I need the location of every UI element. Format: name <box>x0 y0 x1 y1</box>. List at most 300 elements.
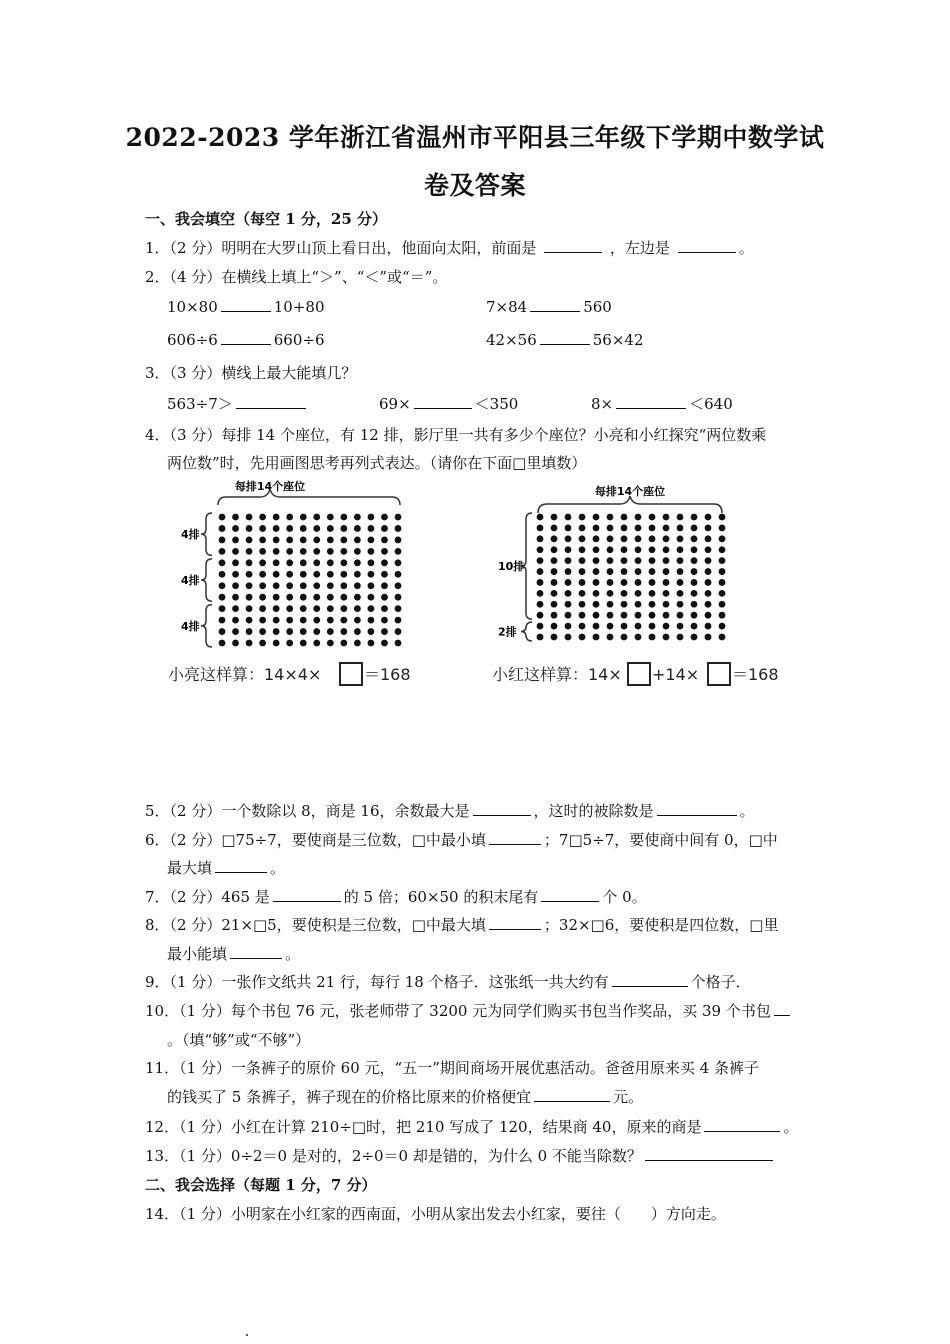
seat-dot <box>286 582 293 589</box>
seat-dot <box>300 594 307 601</box>
seat-dot <box>649 579 656 586</box>
seat-dot <box>327 571 334 578</box>
seat-dot <box>286 548 293 555</box>
seat-dot <box>246 605 253 612</box>
q3-item-b: 69× ＜350 <box>379 395 519 413</box>
q1-text-b: ，左边是 <box>609 239 670 257</box>
seat-dot <box>232 525 239 532</box>
question-9: 9．（1 分）一张作文纸共 21 行，每行 18 个格子．这张纸一共大约有 个格子． <box>145 973 751 991</box>
q6-blank-1[interactable] <box>489 830 541 845</box>
seat-dot <box>395 617 402 624</box>
seat-dot <box>593 525 600 532</box>
q1-blank-2[interactable] <box>678 238 736 253</box>
row-brace <box>521 622 532 641</box>
seat-dot <box>649 568 656 575</box>
seat-dot <box>246 582 253 589</box>
seat-dot <box>663 525 670 532</box>
seat-dot <box>621 525 628 532</box>
section-1-heading: 一、我会填空（每空 1 分，25 分） <box>145 210 387 228</box>
seat-dot <box>340 548 347 555</box>
seat-dot <box>691 579 698 586</box>
seat-dot <box>593 601 600 608</box>
seat-dot <box>649 514 656 521</box>
seat-dot <box>579 535 586 542</box>
seat-dot <box>259 525 266 532</box>
seat-dot <box>565 535 572 542</box>
seat-dot <box>551 568 558 575</box>
seat-dot <box>300 617 307 624</box>
right-calc-text-b: +14× <box>652 665 700 684</box>
right-calc-box-2[interactable] <box>708 663 730 685</box>
q12-blank[interactable] <box>704 1117 780 1132</box>
seat-dot <box>219 605 226 612</box>
seat-dot <box>593 546 600 553</box>
seat-dot <box>649 535 656 542</box>
seat-dot <box>607 612 614 619</box>
right-row-braces <box>498 513 532 641</box>
seat-dot <box>273 628 280 635</box>
seat-dot <box>232 514 239 521</box>
question-4-line-1: 4．（3 分）每排 14 个座位，有 12 排，影厅里一共有多少个座位？小亮和小红探究“两位数乘 <box>145 426 767 444</box>
q2-blank-1[interactable] <box>221 297 271 312</box>
question-6-line-1: 6．（2 分）□75÷7，要使商是三位数，□中最小填 ；7□5÷7，要使商中间有 0，□中 <box>145 831 778 849</box>
seat-dot <box>719 623 726 630</box>
seat-dot <box>691 535 698 542</box>
seat-dot <box>381 514 388 521</box>
q8-blank-1[interactable] <box>489 915 541 930</box>
q3-blank-a[interactable] <box>236 394 306 409</box>
row-brace <box>201 559 212 601</box>
question-10-line-2: 。（填“够”或“不够”） <box>167 1031 311 1049</box>
question-5: 5．（2 分）一个数除以 8，商是 16，余数最大是 ，这时的被除数是 。 <box>145 802 755 820</box>
seat-dot <box>537 525 544 532</box>
seat-dot <box>677 590 684 597</box>
seat-dot <box>593 590 600 597</box>
q3-item-a: 563÷7＞ <box>167 393 309 414</box>
seat-dot <box>705 525 712 532</box>
seat-dot <box>537 590 544 597</box>
seat-dot <box>663 612 670 619</box>
seat-dot <box>340 594 347 601</box>
seat-dot <box>705 514 712 521</box>
seat-dot <box>649 590 656 597</box>
seat-dot <box>395 640 402 647</box>
seat-dot <box>259 537 266 544</box>
seat-dot <box>663 535 670 542</box>
q8-blank-2[interactable] <box>230 944 282 959</box>
seat-dot <box>691 634 698 641</box>
seat-dot <box>368 559 375 566</box>
right-calc-box-1[interactable] <box>628 663 650 685</box>
seat-dot <box>635 535 642 542</box>
seat-dot <box>368 582 375 589</box>
q1-blank-1[interactable] <box>544 238 602 253</box>
seat-dot <box>649 634 656 641</box>
seat-dot <box>327 628 334 635</box>
seat-dot <box>395 628 402 635</box>
seat-dot <box>313 640 320 647</box>
seat-dot <box>719 514 726 521</box>
seat-dot <box>579 612 586 619</box>
seat-dot <box>719 557 726 564</box>
left-calc-box[interactable] <box>340 663 362 685</box>
seat-dot <box>677 612 684 619</box>
seat-dot <box>705 579 712 586</box>
seat-dot <box>286 514 293 521</box>
seat-dot <box>395 582 402 589</box>
seat-dot <box>354 640 361 647</box>
seat-dot <box>705 535 712 542</box>
seat-dot <box>691 557 698 564</box>
seat-dot <box>677 525 684 532</box>
left-calc-text-b: ＝168 <box>364 665 411 684</box>
seat-dot <box>381 548 388 555</box>
seat-dot <box>327 617 334 624</box>
seat-dot <box>368 617 375 624</box>
seat-dot <box>340 605 347 612</box>
seat-dot <box>395 514 402 521</box>
seat-dot <box>607 568 614 575</box>
seat-dot <box>621 590 628 597</box>
seat-dot <box>300 628 307 635</box>
seat-dot <box>537 579 544 586</box>
seat-dot <box>607 601 614 608</box>
seat-dot <box>649 557 656 564</box>
seat-dot <box>579 601 586 608</box>
q6-blank-2[interactable] <box>215 858 267 873</box>
seat-dot <box>368 594 375 601</box>
seat-dot <box>232 594 239 601</box>
q2-blank-2[interactable] <box>530 297 580 312</box>
seat-dot <box>232 537 239 544</box>
seat-dot <box>635 546 642 553</box>
seat-dot <box>635 579 642 586</box>
seat-dot <box>354 594 361 601</box>
seat-dot <box>354 559 361 566</box>
seat-dot <box>607 623 614 630</box>
seat-dot <box>635 514 642 521</box>
seat-dot <box>635 612 642 619</box>
seat-dot <box>395 548 402 555</box>
seat-dot <box>649 546 656 553</box>
seat-dot <box>579 514 586 521</box>
question-7: 7．（2 分）465 是 的 5 倍；60×50 的积末尾有 个 0。 <box>145 888 647 906</box>
seat-dot <box>719 590 726 597</box>
seat-dot <box>537 557 544 564</box>
seat-dot <box>663 557 670 564</box>
seat-dot <box>663 546 670 553</box>
seat-dot <box>232 582 239 589</box>
seat-dot <box>621 568 628 575</box>
seat-dot <box>705 590 712 597</box>
q3-blank-c[interactable] <box>616 394 686 409</box>
seat-dot <box>537 601 544 608</box>
q3-item-c: 8× ＜640 <box>591 395 733 413</box>
seat-dot <box>705 612 712 619</box>
seat-dot <box>327 559 334 566</box>
seat-dot <box>677 568 684 575</box>
seat-dot <box>565 568 572 575</box>
seat-dot <box>677 546 684 553</box>
seat-dot <box>537 612 544 619</box>
row-label: 4排 <box>181 619 200 633</box>
right-calc-text-c: ＝168 <box>732 665 779 684</box>
seat-dot <box>607 525 614 532</box>
figure-xiaoliang <box>160 475 430 690</box>
seat-dot <box>607 557 614 564</box>
seat-dot <box>565 579 572 586</box>
seat-dot <box>579 579 586 586</box>
seat-dot <box>259 628 266 635</box>
page-title: 2022-2023 学年浙江省温州市平阳县三年级下学期中数学试 <box>125 123 825 152</box>
seat-dot <box>368 525 375 532</box>
seat-dot <box>313 537 320 544</box>
section-2-heading: 二、我会选择（每题 1 分，7 分） <box>145 1176 377 1194</box>
seat-dot <box>691 525 698 532</box>
seat-dot <box>259 559 266 566</box>
seat-dot <box>219 525 226 532</box>
seat-dot <box>340 537 347 544</box>
seat-dot <box>273 537 280 544</box>
seat-dot <box>313 559 320 566</box>
seat-dot <box>259 640 266 647</box>
seat-dot <box>354 582 361 589</box>
seat-dot <box>621 557 628 564</box>
seat-dot <box>593 612 600 619</box>
q2-item-2: 7×84 560 <box>486 298 612 316</box>
seat-dot <box>259 548 266 555</box>
seat-dot <box>719 546 726 553</box>
seat-dot <box>340 640 347 647</box>
question-2: 2．（4 分）在横线上填上“＞”、“＜”或“＝”。 <box>145 268 448 286</box>
left-calc-text-a: 小亮这样算：14×4× <box>168 665 322 684</box>
seat-dot <box>593 568 600 575</box>
seat-dot <box>219 594 226 601</box>
seat-dot <box>246 594 253 601</box>
seat-dot <box>677 601 684 608</box>
seat-dot <box>300 605 307 612</box>
question-13: 13．（1 分）0÷2＝0 是对的，2÷0＝0 却是错的，为什么 0 不能当除数？ <box>145 1145 776 1166</box>
seat-dot <box>327 640 334 647</box>
seat-dot <box>565 525 572 532</box>
seat-dot <box>663 634 670 641</box>
q2-blank-4[interactable] <box>540 330 590 345</box>
seat-dot <box>705 568 712 575</box>
seat-dot <box>621 634 628 641</box>
seat-dot <box>663 601 670 608</box>
seat-dot <box>273 594 280 601</box>
seat-dot <box>286 537 293 544</box>
seat-dot <box>327 514 334 521</box>
seat-dot <box>259 594 266 601</box>
question-4-line-2: 两位数”时，先用画图思考再列式表达。（请你在下面□里填数） <box>167 454 587 472</box>
seat-dot <box>395 537 402 544</box>
left-dot-grid <box>219 514 402 647</box>
right-calc-text-a: 小红这样算：14× <box>492 665 622 684</box>
seat-dot <box>286 559 293 566</box>
seat-dot <box>246 640 253 647</box>
seat-dot <box>259 582 266 589</box>
seat-dot <box>607 514 614 521</box>
seat-dot <box>705 557 712 564</box>
seat-dot <box>354 628 361 635</box>
seat-dot <box>381 537 388 544</box>
q13-blank[interactable] <box>645 1146 773 1161</box>
seat-dot <box>354 514 361 521</box>
seat-dot <box>368 548 375 555</box>
seat-dot <box>537 546 544 553</box>
q7-blank-1[interactable] <box>273 887 341 902</box>
seat-dot <box>579 634 586 641</box>
seat-dot <box>719 525 726 532</box>
seat-dot <box>677 514 684 521</box>
seat-dot <box>395 559 402 566</box>
seat-dot <box>246 559 253 566</box>
q2-blank-3[interactable] <box>221 330 271 345</box>
seat-dot <box>300 559 307 566</box>
seat-dot <box>354 537 361 544</box>
seat-dot <box>719 612 726 619</box>
right-top-brace <box>538 496 722 513</box>
seat-dot <box>677 634 684 641</box>
seat-dot <box>691 568 698 575</box>
seat-dot <box>354 571 361 578</box>
q10-blank[interactable] <box>774 1001 790 1016</box>
seat-dot <box>395 594 402 601</box>
seat-dot <box>313 617 320 624</box>
seat-dot <box>300 571 307 578</box>
page-title-continued: 卷及答案 <box>423 171 526 200</box>
q5-blank-2[interactable] <box>657 801 737 816</box>
seat-dot <box>579 557 586 564</box>
seat-dot <box>551 590 558 597</box>
seat-dot <box>368 571 375 578</box>
seat-dot <box>273 571 280 578</box>
seat-dot <box>286 605 293 612</box>
seat-dot <box>327 548 334 555</box>
seat-dot <box>621 623 628 630</box>
seat-dot <box>313 571 320 578</box>
seat-dot <box>381 617 388 624</box>
seat-dot <box>313 525 320 532</box>
seat-dot <box>232 617 239 624</box>
seat-dot <box>219 640 226 647</box>
seat-dot <box>273 582 280 589</box>
seat-dot <box>593 557 600 564</box>
seat-dot <box>300 640 307 647</box>
q2-item-3: 606÷6 660÷6 <box>167 331 325 349</box>
seat-dot <box>579 525 586 532</box>
seat-dot <box>551 535 558 542</box>
seat-dot <box>565 546 572 553</box>
seat-dot <box>537 535 544 542</box>
seat-dot <box>691 514 698 521</box>
seat-dot <box>719 568 726 575</box>
row-label: 4排 <box>181 574 200 587</box>
seat-dot <box>313 605 320 612</box>
seat-dot <box>663 514 670 521</box>
seat-dot <box>663 623 670 630</box>
seat-dot <box>286 571 293 578</box>
seat-dot <box>286 640 293 647</box>
row-brace <box>201 513 212 555</box>
seat-dot <box>551 579 558 586</box>
question-11-line-1: 11．（1 分）一条裤子的原价 60 元，“五一”期间商场开展优惠活动。爸爸用原来买 4 条裤子 <box>145 1059 759 1077</box>
seat-dot <box>551 557 558 564</box>
q9-blank[interactable] <box>612 972 688 987</box>
q11-blank[interactable] <box>534 1087 610 1102</box>
seat-dot <box>635 590 642 597</box>
row-label: 10排 <box>498 560 525 574</box>
seat-dot <box>719 535 726 542</box>
row-label: 4排 <box>181 528 200 542</box>
seat-dot <box>621 601 628 608</box>
left-top-label: 每排14个座位 <box>234 480 306 493</box>
seat-dot <box>565 601 572 608</box>
seat-dot <box>246 525 253 532</box>
seat-dot <box>246 514 253 521</box>
seat-dot <box>677 535 684 542</box>
seat-dot <box>649 623 656 630</box>
q5-blank-1[interactable] <box>473 801 531 816</box>
seat-dot <box>607 546 614 553</box>
seat-dot <box>327 605 334 612</box>
q7-blank-2[interactable] <box>541 887 599 902</box>
seat-dot <box>691 623 698 630</box>
seat-dot <box>381 628 388 635</box>
seat-dot <box>368 640 375 647</box>
seat-dot <box>705 601 712 608</box>
seat-dot <box>381 605 388 612</box>
seat-dot <box>537 623 544 630</box>
q3-blank-b[interactable] <box>414 394 472 409</box>
seat-dot <box>719 579 726 586</box>
question-14: 14．（1 分）小明家在小红家的西南面，小明从家出发去小红家，要往（ ）方向走。 <box>145 1205 726 1223</box>
seat-dot <box>340 559 347 566</box>
seat-dot <box>246 537 253 544</box>
seat-dot <box>649 601 656 608</box>
row-brace <box>201 605 212 647</box>
seat-dot <box>259 514 266 521</box>
seat-dot <box>719 634 726 641</box>
seat-dot <box>551 634 558 641</box>
seat-dot <box>232 548 239 555</box>
seat-dot <box>565 514 572 521</box>
seat-dot <box>259 605 266 612</box>
seat-dot <box>232 640 239 647</box>
figure-xiaohong <box>490 475 790 690</box>
seat-dot <box>621 546 628 553</box>
seat-dot <box>677 557 684 564</box>
seat-dot <box>273 525 280 532</box>
seat-dot <box>607 634 614 641</box>
seat-dot <box>286 594 293 601</box>
seat-dot <box>593 634 600 641</box>
seat-dot <box>677 579 684 586</box>
seat-dot <box>259 571 266 578</box>
seat-dot <box>593 579 600 586</box>
seat-dot <box>705 546 712 553</box>
seat-dot <box>537 568 544 575</box>
right-dot-grid <box>537 514 726 641</box>
seat-dot <box>259 617 266 624</box>
seat-dot <box>635 601 642 608</box>
seat-dot <box>327 525 334 532</box>
question-6-line-2: 最大填 。 <box>167 859 286 877</box>
seat-dot <box>691 590 698 597</box>
seat-dot <box>313 582 320 589</box>
seat-dot <box>579 568 586 575</box>
